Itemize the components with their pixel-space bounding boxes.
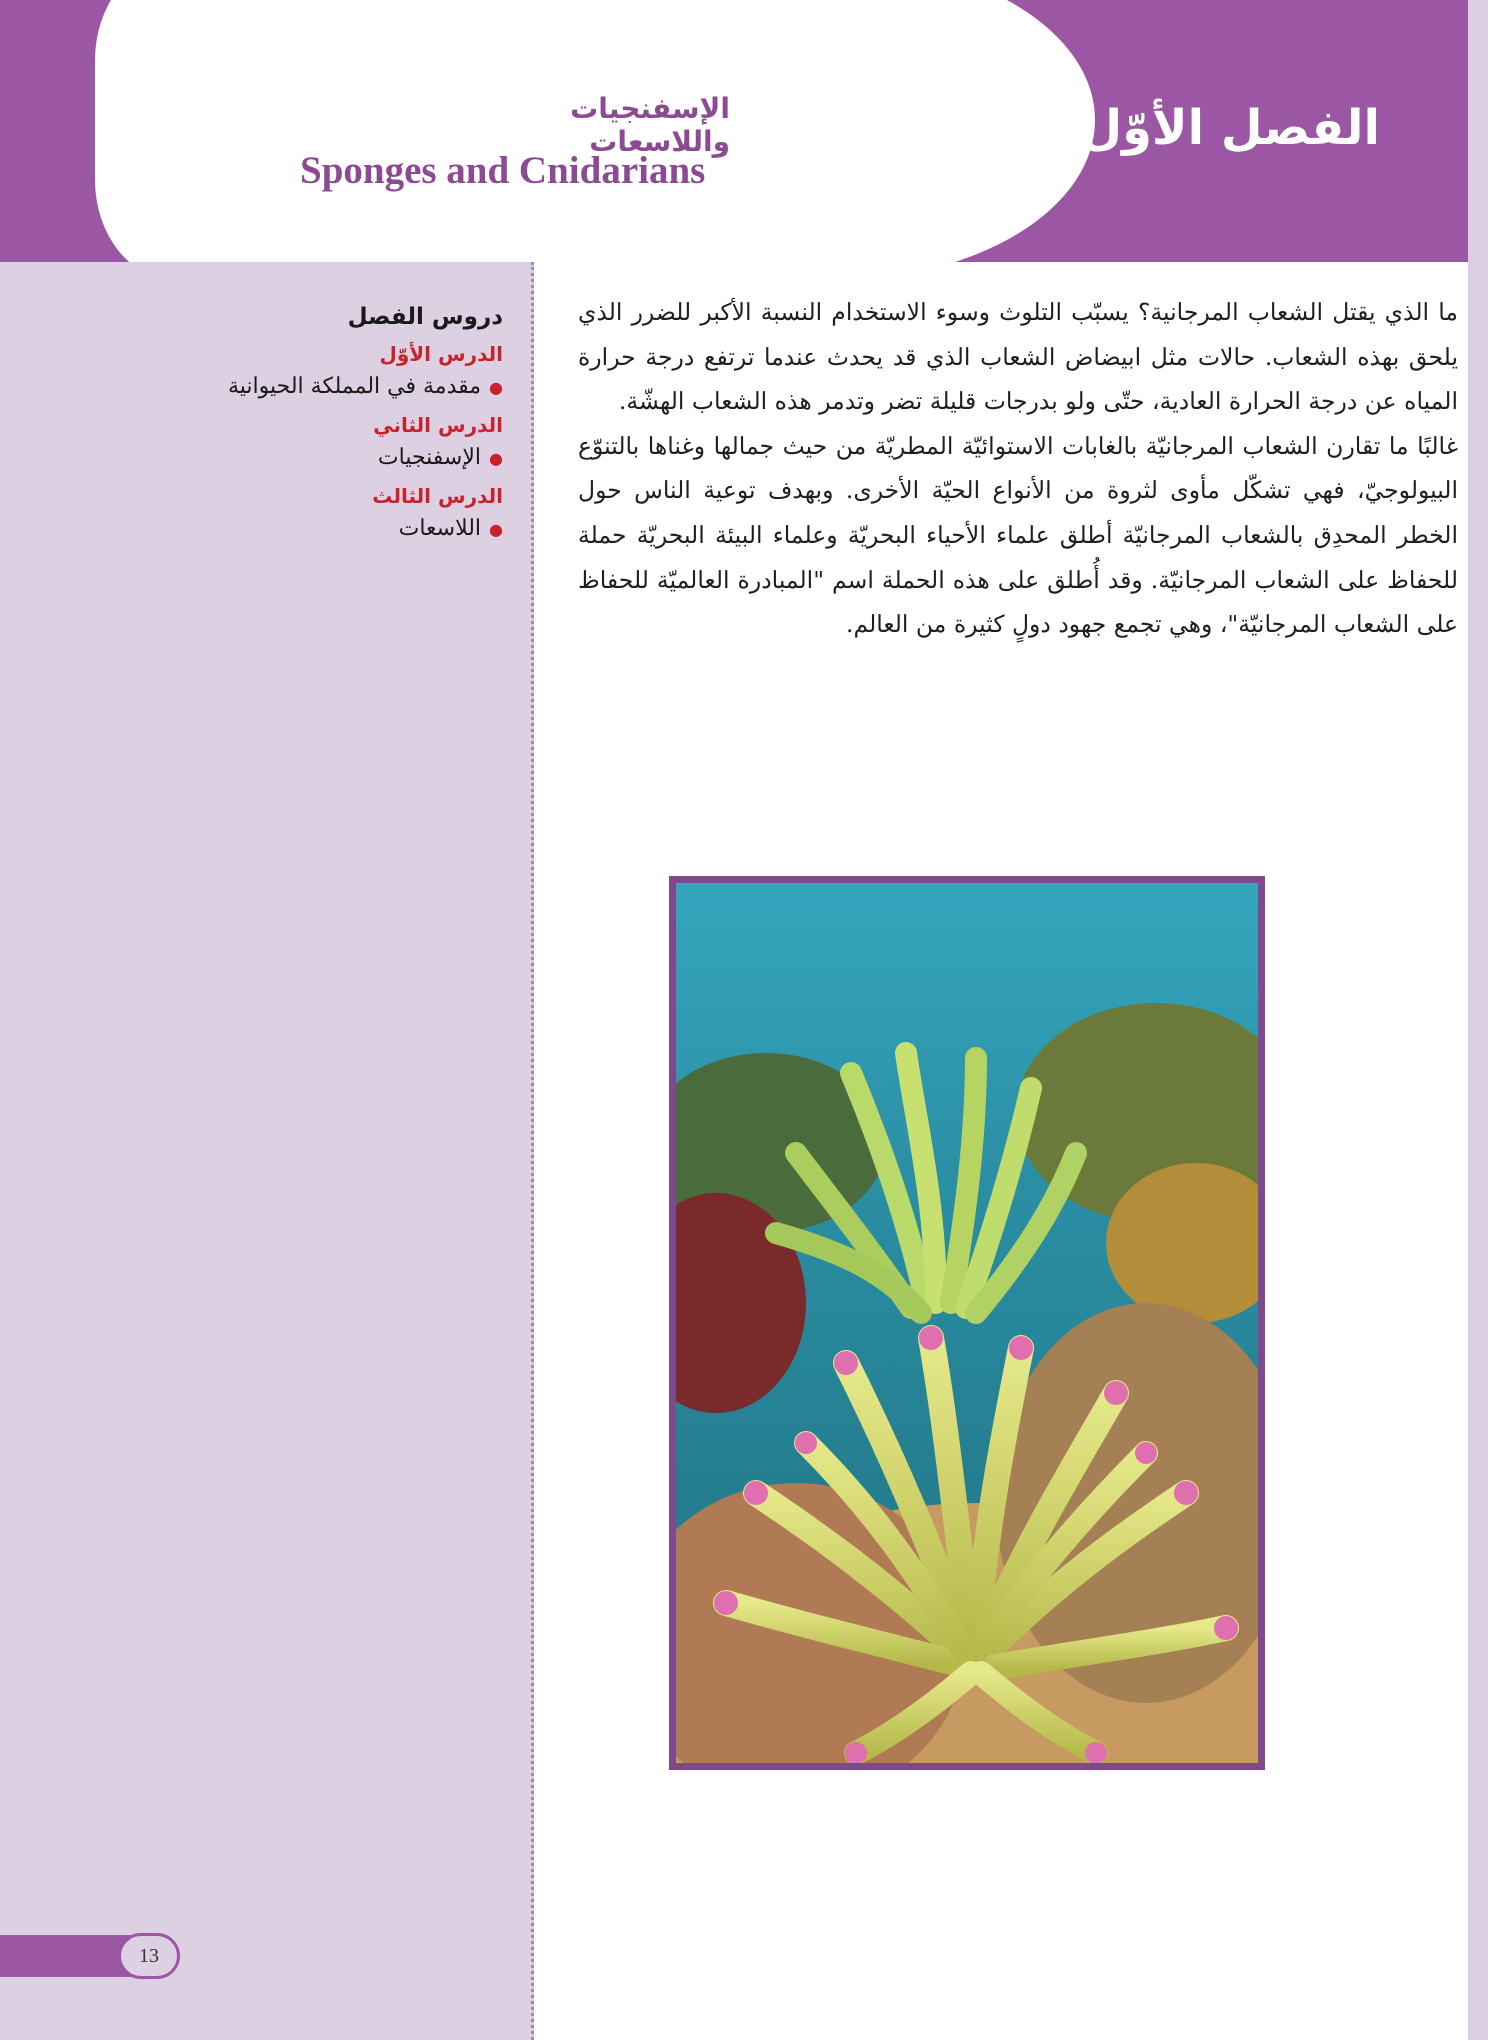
sea-anemone-photo [669, 876, 1265, 1770]
page-number: 13 [118, 1933, 180, 1979]
paragraph-2: غالبًا ما تقارن الشعاب المرجانيّة بالغابات الاستوائيّة المطريّة من حيث جمالها وغناها بالتنوّع البيولوجيّ، فهي تشكّل مأوى لثروة من الأنواع الحيّة الأخرى. وبهدف توعية الناس حول الخطر المحدِق بالشعاب المرجانيّة أطلق علماء الأحياء البحريّة وعلماء البيئة البحريّة حملة للحفاظ على الشعاب المرجانيّة. وقد أُطلق على هذه الحملة اسم "المبادرة العالميّة للحفاظ على الشعاب المرجانيّة"، وهي تجمع جهود دولٍ كثيرة من العالم. [578, 431, 1458, 639]
lesson-1-item [23, 374, 503, 399]
page-edge-strip [1468, 0, 1488, 2040]
lesson-3-title: اللاسعات [398, 516, 482, 541]
lesson-2-title: الإسفنجيات [377, 445, 482, 470]
bullet-icon: ● [489, 448, 503, 468]
lesson-3-item [23, 516, 503, 541]
body-text [578, 290, 1458, 647]
lesson-2-label: الدرس الثاني [373, 413, 503, 437]
chapter-lessons-sidebar [0, 262, 534, 2040]
lessons-heading: دروس الفصل [347, 304, 503, 330]
page-number-bar [0, 1935, 132, 1977]
paragraph-1: ما الذي يقتل الشعاب المرجانية؟ يسبّب التلوث وسوء الاستخدام النسبة الأكبر للضرر الذي يلحق بهذه الشعاب. حالات مثل ابيضاض الشعاب الذي قد يحدث عندما ترتفع درجة حرارة المياه عن درجة الحرارة العادية، حتّى ولو بدرجات قليلة تضر وتدمر هذه الشعاب الهشّة. [578, 298, 1458, 416]
section-title-english: Sponges and Cnidarians [300, 149, 706, 192]
chapter-title: الفصل الأوّل [1080, 100, 1380, 156]
lesson-2-item [23, 445, 503, 470]
lesson-1-label: الدرس الأوّل [379, 342, 503, 366]
bullet-icon: ● [489, 377, 503, 397]
sea-anemone-image [676, 883, 1258, 1763]
lesson-1-title: مقدمة في المملكة الحيوانية [227, 374, 482, 399]
section-title-arabic: الإسفنجيات واللاسعات [570, 92, 730, 158]
bullet-icon: ● [489, 519, 503, 539]
lessons-list [23, 304, 503, 555]
lesson-3-label: الدرس الثالث [372, 484, 503, 508]
